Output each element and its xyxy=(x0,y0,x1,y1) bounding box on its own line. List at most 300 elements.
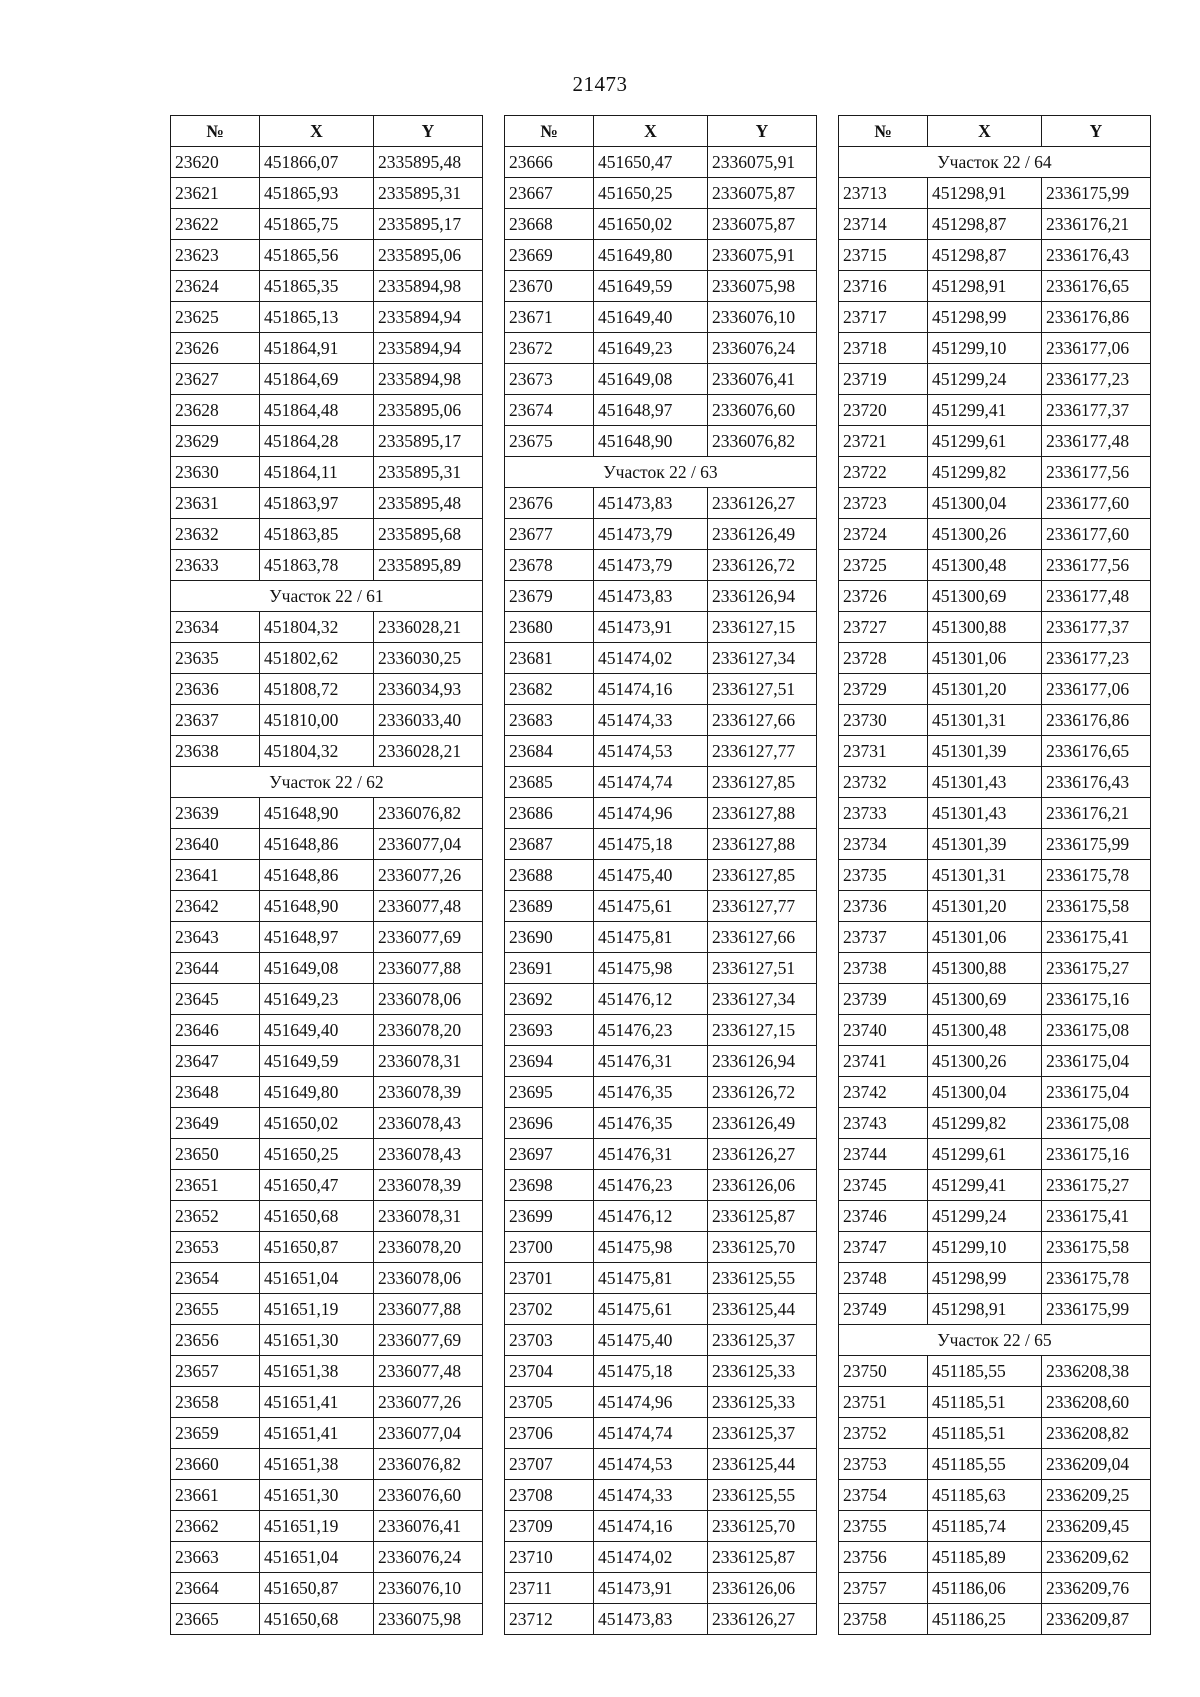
table-row xyxy=(505,1294,817,1325)
table-row xyxy=(171,1046,483,1077)
section-title: Участок 22 / 61 xyxy=(171,581,483,612)
y-coordinate: 2336175,16 xyxy=(1042,1139,1151,1170)
y-coordinate: 2336126,06 xyxy=(708,1573,817,1604)
table-row xyxy=(839,1077,1151,1108)
table-row xyxy=(505,333,817,364)
y-coordinate: 2336177,23 xyxy=(1042,643,1151,674)
x-coordinate: 451473,83 xyxy=(594,1604,708,1635)
y-coordinate: 2335895,89 xyxy=(374,550,483,581)
x-coordinate: 451473,91 xyxy=(594,612,708,643)
x-coordinate: 451475,81 xyxy=(594,922,708,953)
table-row xyxy=(839,1170,1151,1201)
x-coordinate: 451473,83 xyxy=(594,488,708,519)
y-coordinate: 2336209,87 xyxy=(1042,1604,1151,1635)
x-coordinate: 451300,69 xyxy=(928,581,1042,612)
y-coordinate: 2336177,37 xyxy=(1042,395,1151,426)
x-coordinate: 451648,90 xyxy=(260,798,374,829)
point-number: 23664 xyxy=(171,1573,260,1604)
point-number: 23643 xyxy=(171,922,260,953)
x-coordinate: 451476,35 xyxy=(594,1077,708,1108)
x-coordinate: 451473,91 xyxy=(594,1573,708,1604)
x-coordinate: 451651,30 xyxy=(260,1325,374,1356)
y-coordinate: 2336208,38 xyxy=(1042,1356,1151,1387)
point-number: 23633 xyxy=(171,550,260,581)
table-row xyxy=(171,333,483,364)
point-number: 23720 xyxy=(839,395,928,426)
y-coordinate: 2336075,98 xyxy=(708,271,817,302)
y-coordinate: 2336075,87 xyxy=(708,209,817,240)
point-number: 23684 xyxy=(505,736,594,767)
point-number: 23741 xyxy=(839,1046,928,1077)
table-row xyxy=(171,1604,483,1635)
y-coordinate: 2336077,88 xyxy=(374,953,483,984)
point-number: 23702 xyxy=(505,1294,594,1325)
y-coordinate: 2336076,60 xyxy=(708,395,817,426)
header-y: Y xyxy=(374,116,483,147)
y-coordinate: 2336126,49 xyxy=(708,519,817,550)
point-number: 23667 xyxy=(505,178,594,209)
x-coordinate: 451474,96 xyxy=(594,1387,708,1418)
table-row xyxy=(505,798,817,829)
y-coordinate: 2336175,58 xyxy=(1042,1232,1151,1263)
table-row xyxy=(839,705,1151,736)
point-number: 23683 xyxy=(505,705,594,736)
table-row xyxy=(839,1015,1151,1046)
x-coordinate: 451649,40 xyxy=(594,302,708,333)
x-coordinate: 451648,97 xyxy=(260,922,374,953)
table-row xyxy=(839,798,1151,829)
point-number: 23736 xyxy=(839,891,928,922)
point-number: 23706 xyxy=(505,1418,594,1449)
y-coordinate: 2336076,82 xyxy=(708,426,817,457)
point-number: 23649 xyxy=(171,1108,260,1139)
x-coordinate: 451299,61 xyxy=(928,1139,1042,1170)
x-coordinate: 451474,74 xyxy=(594,1418,708,1449)
y-coordinate: 2336175,99 xyxy=(1042,178,1151,209)
table-row xyxy=(505,1170,817,1201)
x-coordinate: 451648,97 xyxy=(594,395,708,426)
point-number: 23622 xyxy=(171,209,260,240)
y-coordinate: 2336209,04 xyxy=(1042,1449,1151,1480)
x-coordinate: 451475,61 xyxy=(594,1294,708,1325)
point-number: 23737 xyxy=(839,922,928,953)
x-coordinate: 451476,12 xyxy=(594,984,708,1015)
x-coordinate: 451299,61 xyxy=(928,426,1042,457)
x-coordinate: 451863,85 xyxy=(260,519,374,550)
point-number: 23692 xyxy=(505,984,594,1015)
y-coordinate: 2336177,56 xyxy=(1042,457,1151,488)
point-number: 23758 xyxy=(839,1604,928,1635)
x-coordinate: 451186,06 xyxy=(928,1573,1042,1604)
section-row xyxy=(839,1325,1151,1356)
point-number: 23713 xyxy=(839,178,928,209)
header-number: № xyxy=(839,116,928,147)
x-coordinate: 451298,99 xyxy=(928,302,1042,333)
x-coordinate: 451649,08 xyxy=(594,364,708,395)
table-row xyxy=(505,1480,817,1511)
table-row xyxy=(171,1387,483,1418)
table-row xyxy=(505,1573,817,1604)
y-coordinate: 2336077,04 xyxy=(374,829,483,860)
y-coordinate: 2336126,94 xyxy=(708,1046,817,1077)
point-number: 23754 xyxy=(839,1480,928,1511)
y-coordinate: 2336127,66 xyxy=(708,705,817,736)
point-number: 23724 xyxy=(839,519,928,550)
y-coordinate: 2336028,21 xyxy=(374,612,483,643)
table-row xyxy=(839,1387,1151,1418)
y-coordinate: 2336126,27 xyxy=(708,1139,817,1170)
x-coordinate: 451301,43 xyxy=(928,798,1042,829)
x-coordinate: 451298,91 xyxy=(928,178,1042,209)
section-row xyxy=(171,767,483,798)
x-coordinate: 451863,78 xyxy=(260,550,374,581)
point-number: 23650 xyxy=(171,1139,260,1170)
y-coordinate: 2336175,08 xyxy=(1042,1015,1151,1046)
point-number: 23740 xyxy=(839,1015,928,1046)
x-coordinate: 451301,06 xyxy=(928,643,1042,674)
point-number: 23731 xyxy=(839,736,928,767)
point-number: 23755 xyxy=(839,1511,928,1542)
x-coordinate: 451298,91 xyxy=(928,271,1042,302)
y-coordinate: 2336127,85 xyxy=(708,767,817,798)
table-row xyxy=(171,240,483,271)
y-coordinate: 2336076,60 xyxy=(374,1480,483,1511)
point-number: 23671 xyxy=(505,302,594,333)
x-coordinate: 451185,63 xyxy=(928,1480,1042,1511)
x-coordinate: 451650,47 xyxy=(260,1170,374,1201)
y-coordinate: 2335895,68 xyxy=(374,519,483,550)
y-coordinate: 2336127,34 xyxy=(708,643,817,674)
point-number: 23729 xyxy=(839,674,928,705)
table-row xyxy=(839,240,1151,271)
point-number: 23677 xyxy=(505,519,594,550)
point-number: 23624 xyxy=(171,271,260,302)
table-row xyxy=(171,612,483,643)
point-number: 23686 xyxy=(505,798,594,829)
point-number: 23620 xyxy=(171,147,260,178)
y-coordinate: 2335894,98 xyxy=(374,364,483,395)
table-row xyxy=(171,953,483,984)
y-coordinate: 2336125,33 xyxy=(708,1387,817,1418)
table-row xyxy=(505,643,817,674)
y-coordinate: 2335894,98 xyxy=(374,271,483,302)
point-number: 23718 xyxy=(839,333,928,364)
table-row xyxy=(839,1604,1151,1635)
point-number: 23753 xyxy=(839,1449,928,1480)
x-coordinate: 451808,72 xyxy=(260,674,374,705)
y-coordinate: 2336175,04 xyxy=(1042,1046,1151,1077)
x-coordinate: 451301,43 xyxy=(928,767,1042,798)
table-row xyxy=(505,1418,817,1449)
x-coordinate: 451866,07 xyxy=(260,147,374,178)
point-number: 23757 xyxy=(839,1573,928,1604)
point-number: 23722 xyxy=(839,457,928,488)
table-row xyxy=(505,922,817,953)
table-row xyxy=(839,271,1151,302)
table-row xyxy=(171,1201,483,1232)
point-number: 23654 xyxy=(171,1263,260,1294)
x-coordinate: 451650,47 xyxy=(594,147,708,178)
point-number: 23656 xyxy=(171,1325,260,1356)
y-coordinate: 2335895,06 xyxy=(374,240,483,271)
point-number: 23680 xyxy=(505,612,594,643)
point-number: 23634 xyxy=(171,612,260,643)
section-row xyxy=(839,147,1151,178)
table-row xyxy=(839,1480,1151,1511)
point-number: 23665 xyxy=(171,1604,260,1635)
table-row xyxy=(171,1573,483,1604)
x-coordinate: 451299,10 xyxy=(928,1232,1042,1263)
point-number: 23701 xyxy=(505,1263,594,1294)
point-number: 23726 xyxy=(839,581,928,612)
table-row xyxy=(505,984,817,1015)
table-row xyxy=(171,736,483,767)
x-coordinate: 451301,06 xyxy=(928,922,1042,953)
point-number: 23682 xyxy=(505,674,594,705)
table-row xyxy=(171,457,483,488)
point-number: 23631 xyxy=(171,488,260,519)
table-row xyxy=(839,829,1151,860)
table-row xyxy=(505,302,817,333)
x-coordinate: 451300,26 xyxy=(928,519,1042,550)
point-number: 23660 xyxy=(171,1449,260,1480)
table-row xyxy=(839,178,1151,209)
y-coordinate: 2336078,06 xyxy=(374,1263,483,1294)
header-y: Y xyxy=(708,116,817,147)
x-coordinate: 451648,86 xyxy=(260,829,374,860)
y-coordinate: 2336076,24 xyxy=(374,1542,483,1573)
y-coordinate: 2336125,55 xyxy=(708,1480,817,1511)
x-coordinate: 451476,12 xyxy=(594,1201,708,1232)
point-number: 23632 xyxy=(171,519,260,550)
x-coordinate: 451865,35 xyxy=(260,271,374,302)
x-coordinate: 451474,53 xyxy=(594,1449,708,1480)
x-coordinate: 451475,40 xyxy=(594,1325,708,1356)
table-row xyxy=(505,1511,817,1542)
x-coordinate: 451299,10 xyxy=(928,333,1042,364)
point-number: 23742 xyxy=(839,1077,928,1108)
table-row xyxy=(171,1139,483,1170)
x-coordinate: 451649,59 xyxy=(594,271,708,302)
point-number: 23661 xyxy=(171,1480,260,1511)
y-coordinate: 2336077,26 xyxy=(374,860,483,891)
y-coordinate: 2336175,27 xyxy=(1042,953,1151,984)
table-row xyxy=(839,333,1151,364)
y-coordinate: 2336177,48 xyxy=(1042,426,1151,457)
table-row xyxy=(839,1449,1151,1480)
x-coordinate: 451474,33 xyxy=(594,1480,708,1511)
point-number: 23697 xyxy=(505,1139,594,1170)
y-coordinate: 2336175,27 xyxy=(1042,1170,1151,1201)
y-coordinate: 2336127,15 xyxy=(708,1015,817,1046)
table-row xyxy=(171,1015,483,1046)
table-row xyxy=(505,426,817,457)
x-coordinate: 451650,02 xyxy=(260,1108,374,1139)
x-coordinate: 451474,74 xyxy=(594,767,708,798)
table-row xyxy=(839,1263,1151,1294)
y-coordinate: 2336176,86 xyxy=(1042,302,1151,333)
y-coordinate: 2336209,62 xyxy=(1042,1542,1151,1573)
table-row xyxy=(839,302,1151,333)
point-number: 23734 xyxy=(839,829,928,860)
y-coordinate: 2336126,72 xyxy=(708,1077,817,1108)
table-row xyxy=(505,829,817,860)
y-coordinate: 2336078,31 xyxy=(374,1046,483,1077)
table-row xyxy=(839,860,1151,891)
x-coordinate: 451474,02 xyxy=(594,1542,708,1573)
x-coordinate: 451299,82 xyxy=(928,1108,1042,1139)
point-number: 23625 xyxy=(171,302,260,333)
x-coordinate: 451650,68 xyxy=(260,1604,374,1635)
y-coordinate: 2336177,06 xyxy=(1042,333,1151,364)
table-row xyxy=(839,426,1151,457)
table-row xyxy=(505,364,817,395)
x-coordinate: 451651,38 xyxy=(260,1356,374,1387)
table-row xyxy=(171,209,483,240)
x-coordinate: 451301,39 xyxy=(928,736,1042,767)
y-coordinate: 2336177,60 xyxy=(1042,488,1151,519)
point-number: 23648 xyxy=(171,1077,260,1108)
table-row xyxy=(839,1294,1151,1325)
y-coordinate: 2336078,20 xyxy=(374,1232,483,1263)
table-row xyxy=(839,395,1151,426)
x-coordinate: 451865,56 xyxy=(260,240,374,271)
x-coordinate: 451475,18 xyxy=(594,829,708,860)
y-coordinate: 2336126,27 xyxy=(708,1604,817,1635)
table-row xyxy=(171,1542,483,1573)
y-coordinate: 2336077,48 xyxy=(374,1356,483,1387)
point-number: 23629 xyxy=(171,426,260,457)
y-coordinate: 2336078,43 xyxy=(374,1108,483,1139)
table-row xyxy=(505,1232,817,1263)
point-number: 23747 xyxy=(839,1232,928,1263)
y-coordinate: 2336033,40 xyxy=(374,705,483,736)
x-coordinate: 451300,04 xyxy=(928,1077,1042,1108)
header-x: X xyxy=(594,116,708,147)
x-coordinate: 451651,41 xyxy=(260,1387,374,1418)
x-coordinate: 451649,23 xyxy=(260,984,374,1015)
table-row xyxy=(171,395,483,426)
x-coordinate: 451185,55 xyxy=(928,1449,1042,1480)
y-coordinate: 2336076,41 xyxy=(708,364,817,395)
y-coordinate: 2335895,06 xyxy=(374,395,483,426)
point-number: 23638 xyxy=(171,736,260,767)
y-coordinate: 2336077,26 xyxy=(374,1387,483,1418)
point-number: 23698 xyxy=(505,1170,594,1201)
x-coordinate: 451865,93 xyxy=(260,178,374,209)
point-number: 23640 xyxy=(171,829,260,860)
point-number: 23717 xyxy=(839,302,928,333)
point-number: 23748 xyxy=(839,1263,928,1294)
point-number: 23745 xyxy=(839,1170,928,1201)
x-coordinate: 451651,04 xyxy=(260,1542,374,1573)
coordinates-table-1 xyxy=(170,115,483,1635)
x-coordinate: 451651,41 xyxy=(260,1418,374,1449)
table-row xyxy=(505,736,817,767)
point-number: 23651 xyxy=(171,1170,260,1201)
table-row xyxy=(839,767,1151,798)
y-coordinate: 2335895,31 xyxy=(374,178,483,209)
point-number: 23727 xyxy=(839,612,928,643)
point-number: 23723 xyxy=(839,488,928,519)
point-number: 23662 xyxy=(171,1511,260,1542)
y-coordinate: 2336077,88 xyxy=(374,1294,483,1325)
y-coordinate: 2336177,23 xyxy=(1042,364,1151,395)
table-row xyxy=(839,643,1151,674)
y-coordinate: 2336075,91 xyxy=(708,147,817,178)
table-row xyxy=(171,984,483,1015)
y-coordinate: 2336078,06 xyxy=(374,984,483,1015)
y-coordinate: 2336126,06 xyxy=(708,1170,817,1201)
x-coordinate: 451185,51 xyxy=(928,1418,1042,1449)
table-row xyxy=(839,364,1151,395)
y-coordinate: 2336208,82 xyxy=(1042,1418,1151,1449)
y-coordinate: 2336177,37 xyxy=(1042,612,1151,643)
y-coordinate: 2336077,48 xyxy=(374,891,483,922)
point-number: 23732 xyxy=(839,767,928,798)
point-number: 23630 xyxy=(171,457,260,488)
x-coordinate: 451648,86 xyxy=(260,860,374,891)
y-coordinate: 2336078,20 xyxy=(374,1015,483,1046)
point-number: 23678 xyxy=(505,550,594,581)
y-coordinate: 2336076,82 xyxy=(374,1449,483,1480)
table-row xyxy=(505,1015,817,1046)
x-coordinate: 451864,91 xyxy=(260,333,374,364)
point-number: 23733 xyxy=(839,798,928,829)
table-row xyxy=(839,1356,1151,1387)
table-row xyxy=(505,1449,817,1480)
point-number: 23756 xyxy=(839,1542,928,1573)
table-row xyxy=(839,612,1151,643)
y-coordinate: 2336125,87 xyxy=(708,1542,817,1573)
y-coordinate: 2336125,55 xyxy=(708,1263,817,1294)
table-row xyxy=(839,457,1151,488)
point-number: 23707 xyxy=(505,1449,594,1480)
point-number: 23639 xyxy=(171,798,260,829)
table-row xyxy=(505,178,817,209)
point-number: 23744 xyxy=(839,1139,928,1170)
x-coordinate: 451185,55 xyxy=(928,1356,1042,1387)
x-coordinate: 451300,26 xyxy=(928,1046,1042,1077)
table-row xyxy=(505,1604,817,1635)
y-coordinate: 2336076,24 xyxy=(708,333,817,364)
table-row xyxy=(505,860,817,891)
x-coordinate: 451300,88 xyxy=(928,953,1042,984)
y-coordinate: 2336028,21 xyxy=(374,736,483,767)
x-coordinate: 451649,08 xyxy=(260,953,374,984)
y-coordinate: 2336175,99 xyxy=(1042,829,1151,860)
y-coordinate: 2336077,69 xyxy=(374,922,483,953)
y-coordinate: 2336125,33 xyxy=(708,1356,817,1387)
table-row xyxy=(839,550,1151,581)
y-coordinate: 2336177,60 xyxy=(1042,519,1151,550)
y-coordinate: 2336127,88 xyxy=(708,829,817,860)
table-row xyxy=(505,705,817,736)
y-coordinate: 2336034,93 xyxy=(374,674,483,705)
x-coordinate: 451864,48 xyxy=(260,395,374,426)
table-row xyxy=(171,1077,483,1108)
y-coordinate: 2336176,65 xyxy=(1042,271,1151,302)
y-coordinate: 2336078,39 xyxy=(374,1170,483,1201)
point-number: 23689 xyxy=(505,891,594,922)
section-row xyxy=(505,457,817,488)
x-coordinate: 451475,61 xyxy=(594,891,708,922)
table-row xyxy=(839,736,1151,767)
x-coordinate: 451649,59 xyxy=(260,1046,374,1077)
table-row xyxy=(505,1387,817,1418)
y-coordinate: 2336127,77 xyxy=(708,736,817,767)
table-row xyxy=(505,1077,817,1108)
